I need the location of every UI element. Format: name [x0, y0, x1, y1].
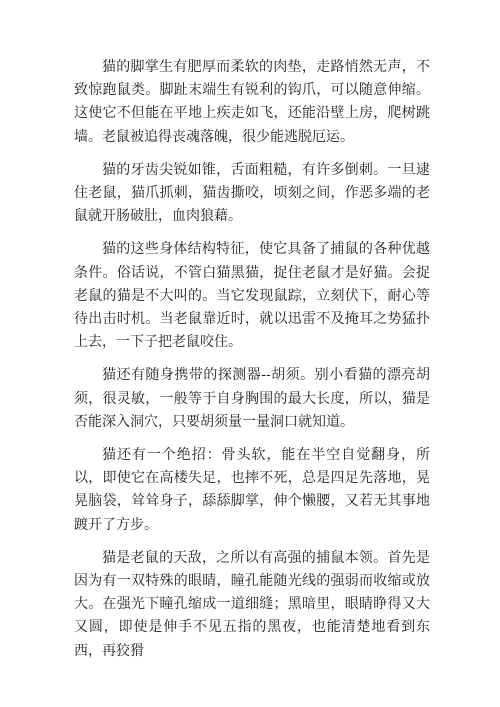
paragraph: 猫还有随身携带的探测器--胡须。别小看猫的漂亮胡须，很灵敏，一般等于自身胸围的最大长度，所以，猫是否能深入洞穴，只要胡须量一量洞口就知道。	[74, 367, 430, 430]
paragraph: 猫是老鼠的天敌，之所以有高强的捕鼠本领。首先是因为有一双特殊的眼睛，瞳孔能随光线的强弱而收缩或放大。在强光下瞳孔缩成一道细缝；黑暗里，眼睛睁得又大又圆，即使是伸手不见五指的黑夜，也能清楚地看到东西，再狡猾	[74, 549, 430, 659]
paragraph: 猫的牙齿尖锐如锥，舌面粗糙，有许多倒刺。一旦逮住老鼠，猫爪抓刺，猫齿撕咬，顷刻之间，作恶多端的老鼠就开肠破肚，血肉狼藉。	[74, 161, 430, 225]
article-body	[74, 56, 430, 673]
paragraph: 猫的这些身体结构特征，使它具备了捕鼠的各种优越条件。俗话说，不管白猫黑猫，捉住老鼠才是好猫。会捉老鼠的猫是不大叫的。当它发现鼠踪，立刻伏下，耐心等待出击时机。当老鼠靠近时，就以迅雷不及掩耳之势猛扑上去，一下子把老鼠咬住。	[74, 241, 430, 351]
paragraph: 猫的脚掌生有肥厚而柔软的肉垫，走路悄然无声，不致惊跑鼠类。脚趾末端生有锐利的钩爪，可以随意伸缩。这使它不但能在平地上疾走如飞，还能沿壁上房，爬树跳墙。老鼠被追得丧魂落魄，很少能逃脱厄运。	[74, 59, 430, 145]
paragraph: 猫还有一个绝招：骨头软，能在半空自觉翻身，所以，即使它在高楼失足，也摔不死，总是四足先落地，晃晃脑袋，耸耸身子，舔舔脚掌，伸个懒腰，又若无其事地踱开了方步。	[74, 447, 430, 533]
